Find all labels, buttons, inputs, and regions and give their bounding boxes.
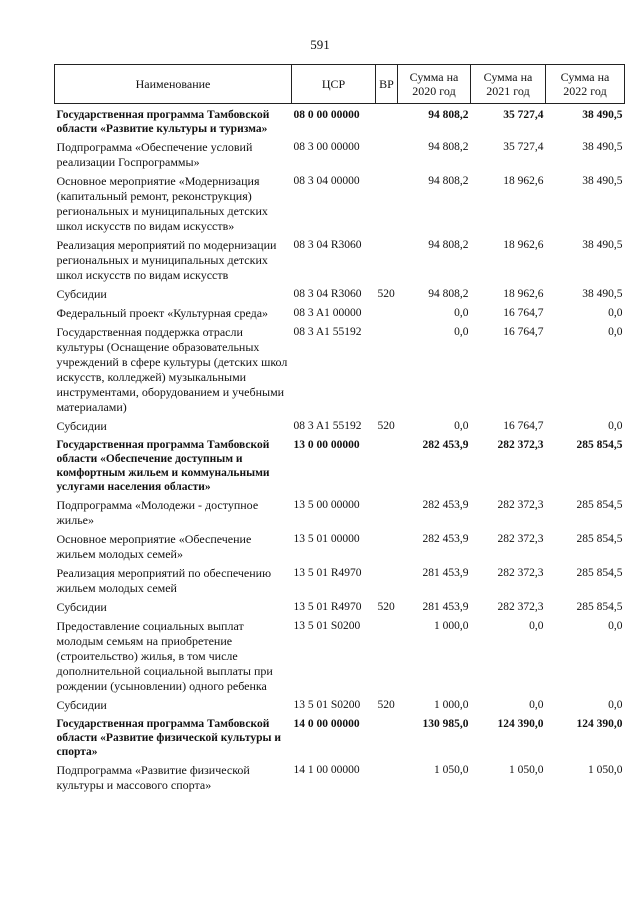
row-vr: 520: [377, 699, 395, 711]
row-vr: [376, 104, 398, 137]
row-sum-2021: 124 390,0: [497, 718, 544, 730]
table-row: [55, 136, 625, 170]
row-sum-2021: 282 372,3: [497, 601, 544, 613]
table-row: [55, 596, 625, 615]
row-name: Субсидии: [56, 698, 107, 712]
table-row: [55, 434, 625, 494]
table-row: [55, 234, 625, 283]
row-sum-2022: 38 490,5: [582, 109, 623, 121]
row-sum-2020: 281 453,9: [422, 601, 469, 613]
table-body: [55, 104, 625, 794]
table-header-row: [55, 65, 625, 104]
table-row: [55, 302, 625, 321]
row-sum-2020: 1 000,0: [434, 620, 469, 632]
row-csr: 13 5 01 00000: [293, 533, 360, 545]
row-name: Государственная поддержка отрасли культуры (Оснащение образовательных учреждений в сфере культуры (детских школ искусств, колледжей) музыкальными инструментами, оборудованием и учебными материалами): [56, 325, 288, 414]
row-sum-2020: 282 453,9: [422, 439, 469, 451]
row-name: Государственная программа Тамбовской области «Развитие физической культуры и спорта»: [56, 718, 281, 758]
row-sum-2021: 282 372,3: [497, 533, 544, 545]
row-sum-2021: 16 764,7: [503, 307, 544, 319]
row-sum-2022: 38 490,5: [582, 288, 623, 300]
row-vr: [376, 234, 398, 283]
table-row: [55, 713, 625, 759]
row-csr: 08 3 04 R3060: [293, 288, 362, 300]
table-row: [55, 562, 625, 596]
row-sum-2020: 282 453,9: [422, 533, 469, 545]
header-vr: ВР: [376, 65, 398, 104]
row-sum-2021: 18 962,6: [503, 175, 544, 187]
row-sum-2022: 38 490,5: [582, 175, 623, 187]
row-vr: [376, 321, 398, 415]
row-sum-2022: 124 390,0: [576, 718, 623, 730]
row-sum-2021: 282 372,3: [497, 439, 544, 451]
row-sum-2022: 285 854,5: [576, 601, 623, 613]
header-sum-2020: Сумма на 2020 год: [398, 65, 471, 104]
table-row: [55, 321, 625, 415]
row-name: Федеральный проект «Культурная среда»: [56, 306, 269, 320]
table-row: [55, 494, 625, 528]
row-name: Реализация мероприятий по модернизации региональных и муниципальных детских школ искусств по видам искусств: [56, 238, 277, 282]
header-name: Наименование: [55, 65, 292, 104]
row-csr: 14 0 00 00000: [293, 718, 360, 730]
row-vr: [376, 494, 398, 528]
row-name: Основное мероприятие «Обеспечение жильем молодых семей»: [56, 532, 252, 561]
row-csr: 08 3 A1 55192: [293, 326, 362, 338]
row-sum-2022: 285 854,5: [576, 499, 623, 511]
row-name: Подпрограмма «Молодежи - доступное жилье»: [56, 498, 259, 527]
row-sum-2020: 94 808,2: [428, 239, 469, 251]
row-sum-2021: 16 764,7: [503, 420, 544, 432]
row-csr: 13 5 01 R4970: [293, 601, 362, 613]
row-vr: [376, 528, 398, 562]
row-sum-2021: 35 727,4: [503, 109, 544, 121]
row-vr: [376, 562, 398, 596]
row-vr: 520: [377, 420, 395, 432]
row-vr: [376, 302, 398, 321]
row-sum-2020: 0,0: [454, 420, 469, 432]
row-sum-2020: 282 453,9: [422, 499, 469, 511]
row-csr: 13 5 00 00000: [293, 499, 360, 511]
row-vr: 520: [377, 288, 395, 300]
row-sum-2020: 94 808,2: [428, 141, 469, 153]
row-csr: 08 3 04 R3060: [293, 239, 362, 251]
row-sum-2020: 1 050,0: [434, 764, 469, 776]
row-sum-2022: 1 050,0: [588, 764, 623, 776]
row-csr: 13 5 01 S0200: [293, 620, 361, 632]
row-sum-2021: 35 727,4: [503, 141, 544, 153]
row-name: Подпрограмма «Развитие физической культуры и массового спорта»: [56, 763, 250, 792]
row-csr: 08 3 04 00000: [293, 175, 360, 187]
row-sum-2020: 281 453,9: [422, 567, 469, 579]
row-sum-2022: 0,0: [608, 420, 623, 432]
row-csr: 08 0 00 00000: [293, 109, 360, 121]
header-sum-2022: Сумма на 2022 год: [546, 65, 625, 104]
row-sum-2022: 285 854,5: [576, 439, 623, 451]
page-number: 591: [310, 37, 330, 52]
row-sum-2022: 0,0: [608, 307, 623, 319]
row-sum-2022: 38 490,5: [582, 239, 623, 251]
row-name: Реализация мероприятий по обеспечению жильем молодых семей: [56, 566, 272, 595]
row-sum-2020: 94 808,2: [428, 109, 469, 121]
row-sum-2020: 1 000,0: [434, 699, 469, 711]
table-row: [55, 528, 625, 562]
row-sum-2020: 130 985,0: [422, 718, 469, 730]
table-row: [55, 694, 625, 713]
row-sum-2021: 282 372,3: [497, 499, 544, 511]
row-sum-2021: 1 050,0: [509, 764, 544, 776]
row-sum-2022: 38 490,5: [582, 141, 623, 153]
row-csr: 08 3 A1 55192: [293, 420, 362, 432]
row-csr: 13 5 01 R4970: [293, 567, 362, 579]
row-vr: [376, 136, 398, 170]
table-row: [55, 283, 625, 302]
row-sum-2021: 18 962,6: [503, 239, 544, 251]
row-sum-2020: 0,0: [454, 307, 469, 319]
table-row: [55, 170, 625, 234]
row-vr: [376, 434, 398, 494]
table-row: [55, 759, 625, 793]
row-name: Государственная программа Тамбовской области «Обеспечение доступным и комфортным жильем и коммунальными услугами населения области»: [56, 439, 270, 493]
row-vr: [376, 759, 398, 793]
row-csr: 13 5 01 S0200: [293, 699, 361, 711]
row-vr: [376, 713, 398, 759]
row-vr: 520: [377, 601, 395, 613]
row-sum-2021: 0,0: [529, 699, 544, 711]
row-name: Субсидии: [56, 600, 107, 614]
row-csr: 08 3 00 00000: [293, 141, 360, 153]
row-name: Государственная программа Тамбовской области «Развитие культуры и туризма»: [56, 109, 270, 135]
row-sum-2022: 0,0: [608, 620, 623, 632]
header-sum-2021: Сумма на 2021 год: [471, 65, 546, 104]
row-sum-2022: 0,0: [608, 326, 623, 338]
row-name: Основное мероприятие «Модернизация (капитальный ремонт, реконструкция) региональных и муниципальных детских школ искусств по видам искусств»: [56, 174, 268, 233]
row-sum-2020: 0,0: [454, 326, 469, 338]
row-csr: 13 0 00 00000: [293, 439, 360, 451]
row-sum-2021: 18 962,6: [503, 288, 544, 300]
budget-table: [54, 64, 625, 793]
row-csr: 08 3 A1 00000: [293, 307, 362, 319]
row-sum-2021: 282 372,3: [497, 567, 544, 579]
row-sum-2020: 94 808,2: [428, 288, 469, 300]
row-name: Субсидии: [56, 419, 107, 433]
row-sum-2020: 94 808,2: [428, 175, 469, 187]
table-row: [55, 615, 625, 694]
row-name: Субсидии: [56, 287, 107, 301]
row-sum-2021: 16 764,7: [503, 326, 544, 338]
row-name: Предоставление социальных выплат молодым семьям на приобретение (строительство) жилья, в том числе дополнительной социальной выплаты при рождении (усыновлении) одного ребенка: [56, 619, 273, 693]
table-row: [55, 415, 625, 434]
row-sum-2022: 285 854,5: [576, 533, 623, 545]
row-vr: [376, 615, 398, 694]
table-row: [55, 104, 625, 137]
row-sum-2022: 0,0: [608, 699, 623, 711]
row-csr: 14 1 00 00000: [293, 764, 360, 776]
row-sum-2021: 0,0: [529, 620, 544, 632]
row-sum-2022: 285 854,5: [576, 567, 623, 579]
row-vr: [376, 170, 398, 234]
row-name: Подпрограмма «Обеспечение условий реализации Госпрограммы»: [56, 140, 253, 169]
header-csr: ЦСР: [292, 65, 376, 104]
